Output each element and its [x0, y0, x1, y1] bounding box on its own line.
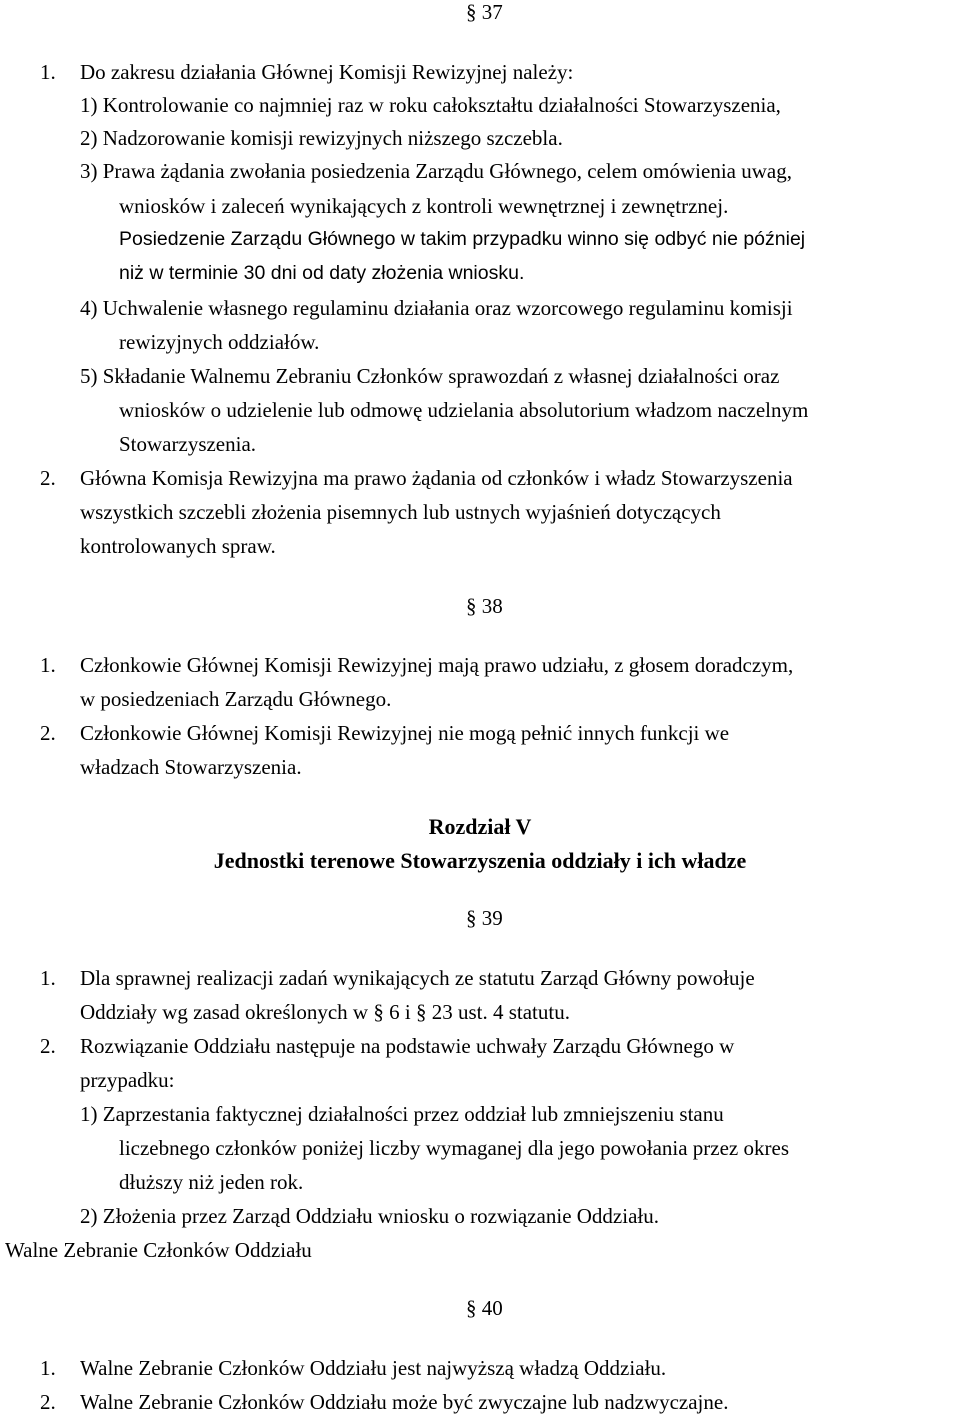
chapter-heading: Rozdział V — [428, 814, 532, 839]
item-number: 1. — [40, 966, 56, 990]
text-line: wszystkich szczebli złożenia pisemnych lub ustnych wyjaśnień dotyczących — [80, 500, 721, 524]
section-39-heading: § 39 — [466, 908, 503, 929]
text-line: Stowarzyszenia. — [119, 432, 257, 456]
text-line: 5) Składanie Walnemu Zebraniu Członków sprawozdań z własnej działalności oraz — [80, 364, 780, 388]
text-line: Dla sprawnej realizacji zadań wynikających ze statutu Zarząd Główny powołuje — [80, 966, 755, 990]
section-37-heading: § 37 — [466, 2, 503, 23]
section-symbol: § — [415, 1000, 427, 1024]
text-line: Walne Zebranie Członków Oddziału może być zwyczajne lub nadzwyczajne. — [80, 1390, 729, 1414]
item-number: 2. — [40, 466, 56, 490]
text-line: rewizyjnych oddziałów. — [119, 330, 320, 354]
text-line: liczebnego członków poniżej liczby wymaganej dla jego powołania przez okres — [119, 1136, 789, 1160]
subsection-title: Walne Zebranie Członków Oddziału — [5, 1238, 312, 1262]
text-line: dłuższy niż jeden rok. — [119, 1170, 304, 1194]
chapter-subheading: Jednostki terenowe Stowarzyszenia oddziały i ich władze — [213, 848, 747, 873]
text-line: przypadku: — [80, 1068, 175, 1092]
text-line: 1) Kontrolowanie co najmniej raz w roku całokształtu działalności Stowarzyszenia, — [80, 93, 781, 117]
text-line: władzach Stowarzyszenia. — [80, 755, 302, 779]
text-line: w posiedzeniach Zarządu Głównego. — [80, 687, 392, 711]
text-line: Członkowie Głównej Komisji Rewizyjnej mają prawo udziału, z głosem doradczym, — [80, 653, 794, 677]
text-line: Do zakresu działania Głównej Komisji Rewizyjnej należy: — [80, 60, 574, 84]
text-line: Walne Zebranie Członków Oddziału jest najwyższą władzą Oddziału. — [80, 1356, 667, 1380]
section-38-heading: § 38 — [466, 596, 503, 617]
item-number: 1. — [40, 653, 56, 677]
text-line: Posiedzenie Zarządu Głównego w takim przypadku winno się odbyć nie później — [119, 228, 806, 250]
section-40-heading: § 40 — [466, 1298, 503, 1319]
text-line: Rozwiązanie Oddziału następuje na podstawie uchwały Zarządu Głównego w — [80, 1034, 735, 1058]
text-line: Główna Komisja Rewizyjna ma prawo żądania od członków i władz Stowarzyszenia — [80, 466, 793, 490]
item-number: 2. — [40, 721, 56, 745]
item-number: 2. — [40, 1390, 56, 1414]
text-line: 4) Uchwalenie własnego regulaminu działania oraz wzorcowego regulaminu komisji — [80, 296, 793, 320]
text-line: Członkowie Głównej Komisji Rewizyjnej nie mogą pełnić innych funkcji we — [80, 721, 730, 745]
text-line: niż w terminie 30 dni od daty złożenia wniosku. — [119, 262, 525, 284]
text-line: 3) Prawa żądania zwołania posiedzenia Zarządu Głównego, celem omówienia uwag, — [80, 159, 792, 183]
item-number: 1. — [40, 1356, 56, 1380]
text-line: Oddziały wg zasad określonych w § 6 i § 23 ust. 4 statutu. — [80, 1000, 570, 1024]
item-number: 1. — [40, 60, 56, 84]
text-line: 1) Zaprzestania faktycznej działalności przez oddział lub zmniejszeniu stanu — [80, 1102, 724, 1126]
text-line: kontrolowanych spraw. — [80, 534, 276, 558]
text-line: 2) Nadzorowanie komisji rewizyjnych niższego szczebla. — [80, 126, 563, 150]
section-symbol: § — [373, 1000, 384, 1024]
text-line: 2) Złożenia przez Zarząd Oddziału wniosku o rozwiązanie Oddziału. — [80, 1204, 659, 1228]
text-line: wniosków o udzielenie lub odmowę udzielania absolutorium władzom naczelnym — [119, 398, 809, 422]
item-number: 2. — [40, 1034, 56, 1058]
text-line: wniosków i zaleceń wynikających z kontroli wewnętrznej i zewnętrznej. — [119, 194, 729, 218]
